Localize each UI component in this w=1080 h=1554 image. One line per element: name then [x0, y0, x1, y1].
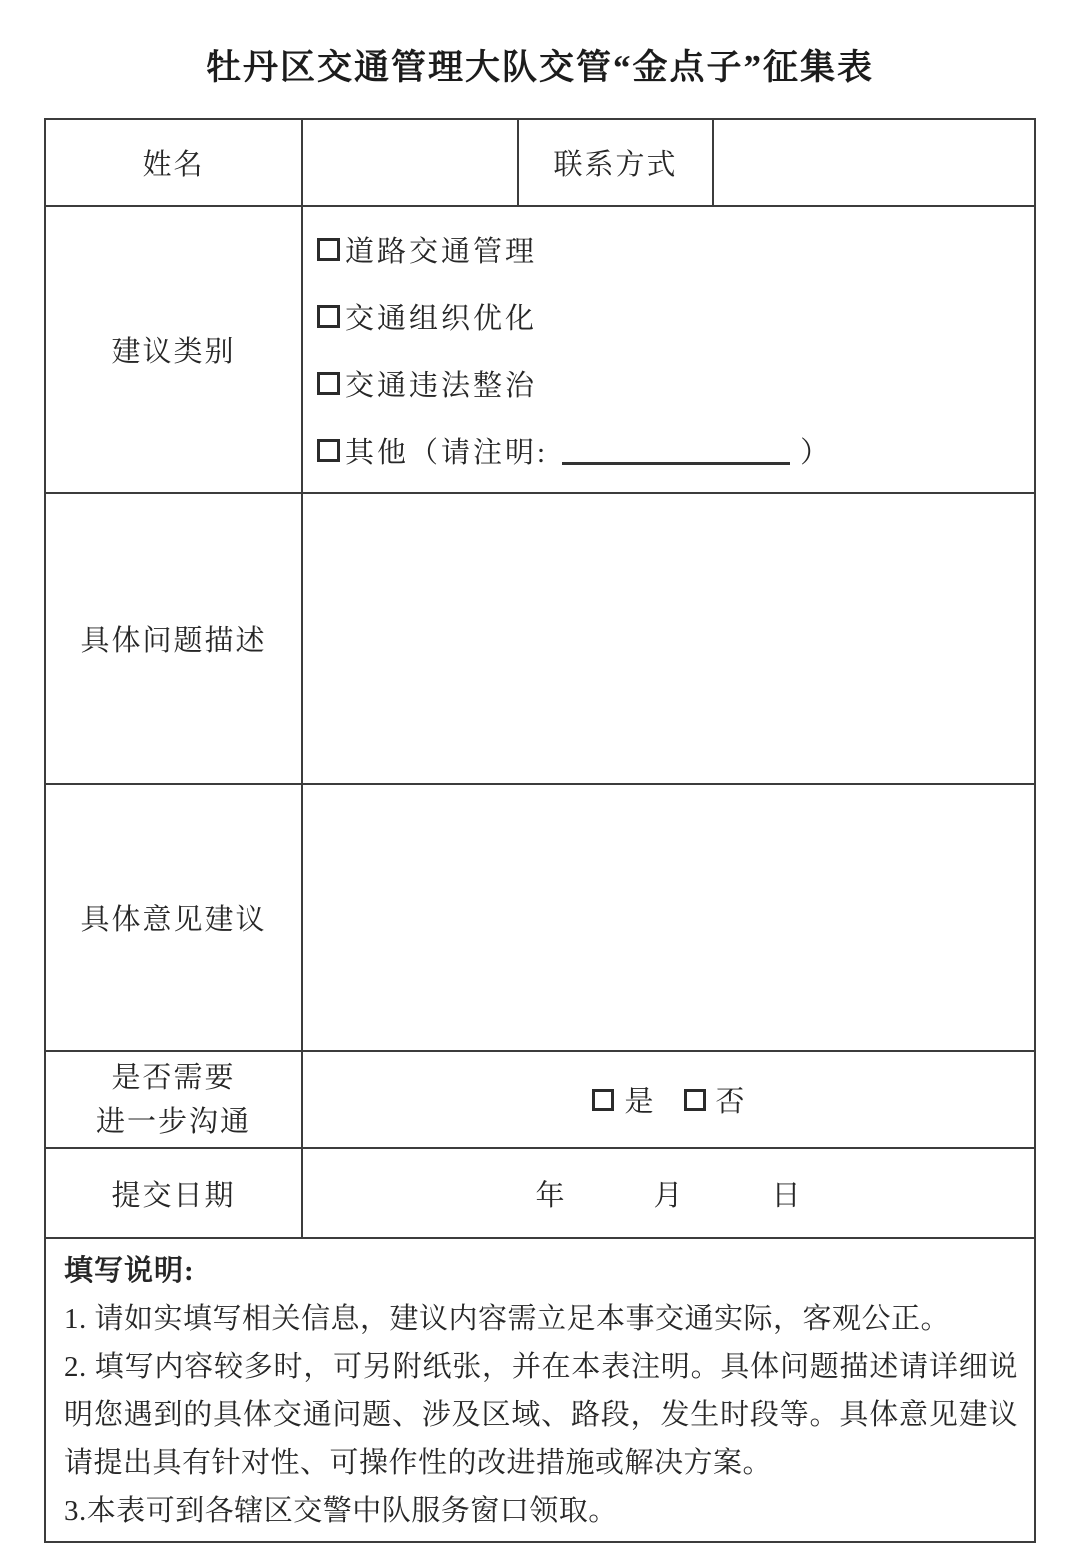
checkbox-icon[interactable] [317, 372, 340, 395]
notes-item-2: 2. 填写内容较多时，可另附纸张，并在本表注明。具体问题描述请详细说明您遇到的具体交通问题、涉及区域、路段，发生时段等。具体意见建议请提出具有针对性、可操作性的改进措施或解决方案。 [64, 1351, 1018, 1479]
checkbox-no-icon[interactable] [684, 1089, 706, 1111]
date-day-label: 日 [771, 1179, 802, 1212]
notes-cell [45, 1238, 1035, 1542]
category-option-label: 道路交通管理 [345, 235, 538, 268]
table-row-suggestion [45, 784, 1035, 1051]
notes-item-1: 1. 请如实填写相关信息，建议内容需立足本事交通实际，客观公正。 [64, 1303, 951, 1335]
category-label: 建议类别 [45, 206, 302, 493]
notes-heading: 填写说明: [64, 1255, 195, 1287]
table-row-notes [45, 1238, 1035, 1542]
checkbox-icon[interactable] [317, 439, 340, 462]
table-row-name-contact [45, 119, 1035, 206]
table-row-category [45, 206, 1035, 493]
collection-form-table [44, 118, 1036, 1543]
table-row-date [45, 1148, 1035, 1238]
problem-field[interactable] [302, 493, 1035, 784]
date-field[interactable] [302, 1148, 1035, 1238]
followup-option-no: 否 [715, 1086, 745, 1118]
contact-label: 联系方式 [518, 119, 713, 206]
category-option-label: 交通违法整治 [345, 369, 538, 402]
name-label: 姓名 [45, 119, 302, 206]
followup-options-cell [302, 1051, 1035, 1148]
page-title: 牡丹区交通管理大队交管“金点子”征集表 [205, 48, 874, 87]
category-other-prefix: 其他（请注明: [345, 436, 549, 469]
category-option-label: 交通组织优化 [345, 302, 538, 335]
followup-label [45, 1051, 302, 1148]
checkbox-icon[interactable] [317, 305, 340, 328]
category-option-organization[interactable] [317, 283, 1024, 350]
problem-label: 具体问题描述 [45, 493, 302, 784]
checkbox-yes-icon[interactable] [592, 1089, 614, 1111]
category-option-road[interactable] [317, 216, 1024, 283]
followup-label-line1: 是否需要 [111, 1061, 236, 1094]
date-month-label: 月 [653, 1179, 684, 1212]
table-row-problem [45, 493, 1035, 784]
date-year-label: 年 [535, 1179, 566, 1212]
followup-label-line2: 进一步沟通 [95, 1105, 251, 1138]
suggestion-label: 具体意见建议 [45, 784, 302, 1051]
followup-option-yes: 是 [624, 1086, 654, 1118]
checkbox-icon[interactable] [317, 238, 340, 261]
category-options-cell [302, 206, 1035, 493]
category-other-suffix: ） [800, 436, 833, 469]
other-specify-blank[interactable] [562, 435, 790, 465]
category-option-violation[interactable] [317, 350, 1024, 417]
name-field[interactable] [302, 119, 518, 206]
contact-field[interactable] [713, 119, 1035, 206]
table-row-followup [45, 1051, 1035, 1148]
category-option-other[interactable] [317, 417, 1024, 484]
date-label: 提交日期 [45, 1148, 302, 1238]
suggestion-field[interactable] [302, 784, 1035, 1051]
notes-item-3: 3.本表可到各辖区交警中队服务窗口领取。 [64, 1495, 618, 1527]
